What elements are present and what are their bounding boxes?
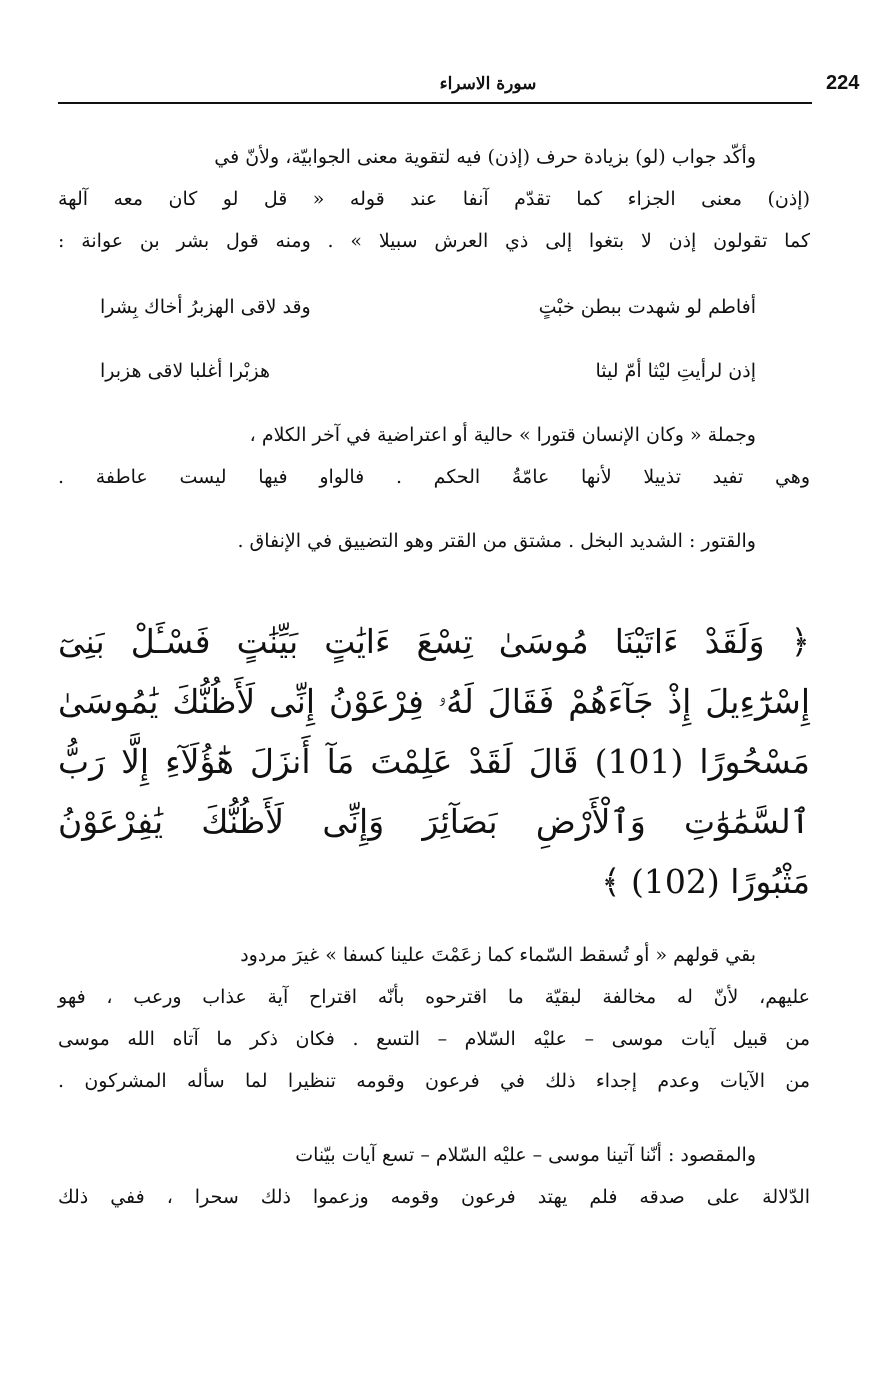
surah-title: سورة الاسراء (439, 74, 537, 94)
page-header (58, 66, 860, 104)
paragraph-line: من قبيل آيات موسى – عليْه السّلام – التسع . فكان ذكر ما آتاه الله موسى (58, 1028, 811, 1050)
paragraph-line: عليهم، لأنّ له مخالفة لبقيّة ما اقترحوه بأنّه اقتراح آية عذاب ورعب ، فهو (58, 986, 810, 1008)
poem-hemistich: إذن لرأيتِ ليْثا أمّ ليثا (595, 360, 756, 382)
paragraph-line: والمقصود : أنّنا آتينا موسى – عليْه السّلام – تسع آيات بيّنات (295, 1144, 756, 1166)
verse-line: إِسْرَٰٓءِيلَ إِذْ جَآءَهُمْ فَقَالَ لَهُۥ فِرْعَوْنُ إِنِّى لَأَظُنُّكَ يَٰمُوسَىٰ (58, 682, 810, 721)
paragraph-line: (إذن) معنى الجزاء كما تقدّم آنفا عند قوله « قل لو كان معه آلهة (58, 188, 810, 210)
poem-hemistich: وقد لاقى الهزبرُ أخاك بِشرا (100, 296, 311, 318)
paragraph-line: والقتور : الشديد البخل . مشتق من القتر وهو التضييق في الإنفاق . (237, 530, 756, 552)
paragraph-line: وأكّد جواب (لو) بزيادة حرف (إذن) فيه لتقوية معنى الجوابيّة، ولأنّ في (214, 146, 756, 168)
paragraph-line: وجملة « وكان الإنسان قتورا » حالية أو اعتراضية في آخر الكلام ، (249, 424, 756, 446)
page-number: 224 (826, 72, 860, 94)
paragraph-line: بقي قولهم « أو تُسقط السّماء كما زعَمْتَ علينا كسفا » غيرَ مردود (240, 944, 756, 966)
paragraph-line: الدّلالة على صدقه فلم يهتد فرعون وقومه وزعموا ذلك سحرا ، ففي ذلك (58, 1186, 810, 1208)
poem-hemistich: هزبْرا أغلبا لاقى هزبرا (100, 360, 271, 382)
verse-line: مَثْبُورًا (102) ﴾ (601, 862, 810, 901)
verse-line: ﴿ وَلَقَدْ ءَاتَيْنَا مُوسَىٰ تِسْعَ ءَايَٰتٍ بَيِّنَٰتٍ فَسْـَٔلْ بَنِىٓ (58, 622, 810, 661)
paragraph-line: وهي تفيد تذييلا لأنها عامّةُ الحكم . فالواو فيها ليست عاطفة . (58, 466, 810, 488)
poem-hemistich: أفاطم لو شهدت ببطن خبْتٍ (538, 296, 756, 318)
verse-line: مَسْحُورًا (101) قَالَ لَقَدْ عَلِمْتَ مَآ أَنزَلَ هَٰٓؤُلَآءِ إِلَّا رَبُّ (58, 742, 810, 781)
verse-line: ٱلسَّمَٰوَٰتِ وَٱلْأَرْضِ بَصَآئِرَ وَإِنِّى لَأَظُنُّكَ يَٰفِرْعَوْنُ (58, 802, 810, 841)
paragraph-line: من الآيات وعدم إجداء ذلك في فرعون وقومه تنظيرا لما سأله المشركون . (58, 1070, 810, 1092)
paragraph-line: كما تقولون إذن لا بتغوا إلى ذي العرش سبيلا » . ومنه قول بشر بن عوانة : (58, 230, 810, 252)
